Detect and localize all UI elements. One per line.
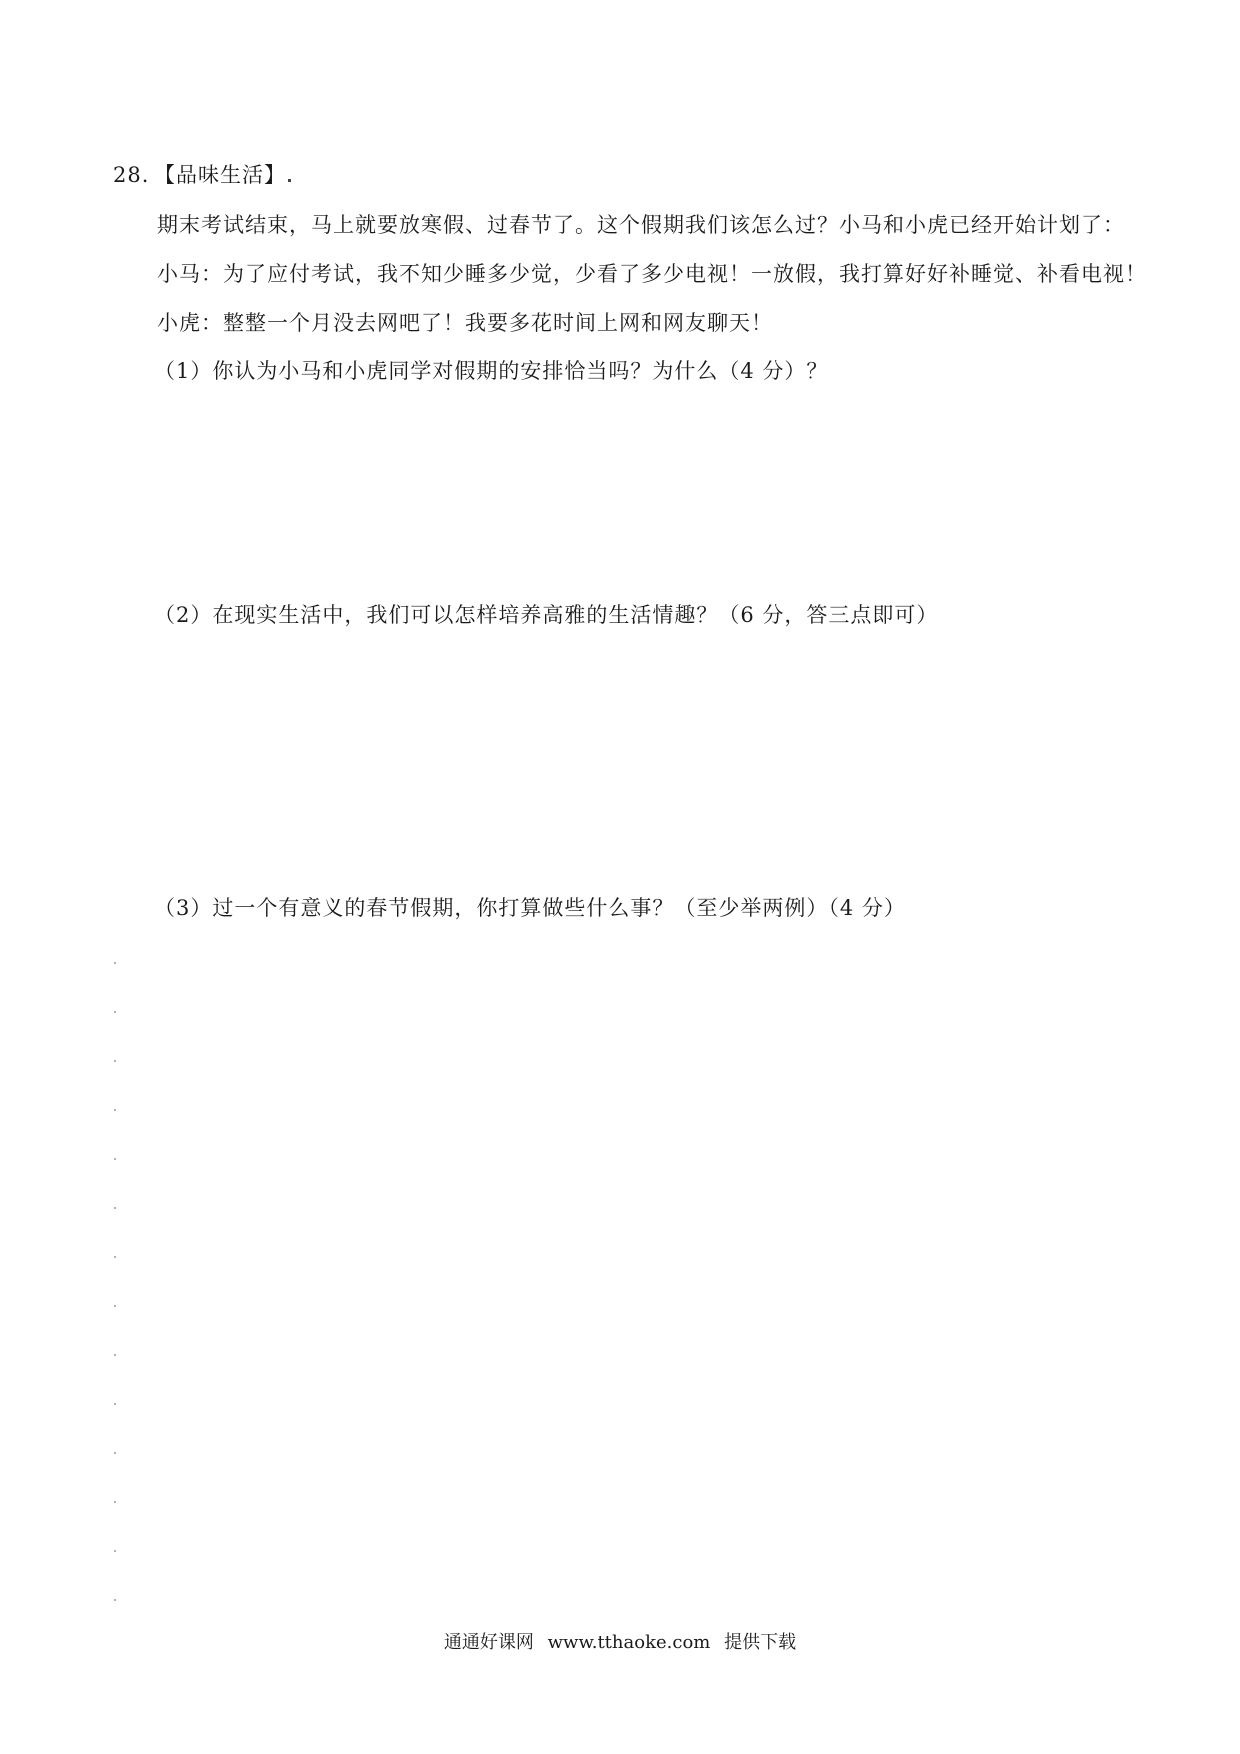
question-stem-line: 小马：为了应付考试，我不知少睡多少觉，少看了多少电视！一放假，我打算好好补睡觉、补看电视！ — [157, 262, 1147, 286]
margin-dot — [114, 1501, 116, 1503]
question-heading — [154, 161, 291, 189]
question-stem-line: 小虎：整整一个月没去网吧了！我要多花时间上网和网友聊天！ — [157, 311, 773, 335]
page-footer — [0, 1631, 1240, 1655]
margin-dot — [114, 1403, 116, 1405]
sub-question-1: （1）你认为小马和小虎同学对假期的安排恰当吗？为什么（4 分）？ — [154, 359, 829, 383]
margin-dot — [114, 1109, 116, 1111]
margin-dot — [114, 1354, 116, 1356]
question-number: 28. — [113, 163, 150, 187]
margin-dot — [114, 1060, 116, 1062]
margin-dot — [114, 1011, 116, 1013]
margin-dot — [114, 1550, 116, 1552]
footer-site-name: 通通好课网 — [443, 1632, 534, 1653]
margin-dot — [114, 1305, 116, 1307]
sub-question-2: （2）在现实生活中，我们可以怎样培养高雅的生活情趣？（6 分，答三点即可） — [154, 603, 939, 627]
margin-dot — [114, 962, 116, 964]
margin-dot — [114, 1452, 116, 1454]
sub-question-3: （3）过一个有意义的春节假期，你打算做些什么事？（至少举两例）（4 分） — [154, 896, 906, 920]
question-stem-line: 期末考试结束，马上就要放寒假、过春节了。这个假期我们该怎么过？小马和小虎已经开始计划了： — [157, 213, 1125, 237]
margin-dot — [114, 1599, 116, 1601]
margin-dot — [114, 1158, 116, 1160]
margin-dot — [114, 1207, 116, 1209]
heading-dot-mark — [288, 179, 291, 182]
footer-url[interactable]: www.tthaoke.com — [547, 1632, 711, 1653]
margin-dot — [114, 1256, 116, 1258]
question-heading-text: 【品味生活】 — [154, 163, 286, 187]
footer-suffix: 提供下载 — [724, 1632, 797, 1653]
